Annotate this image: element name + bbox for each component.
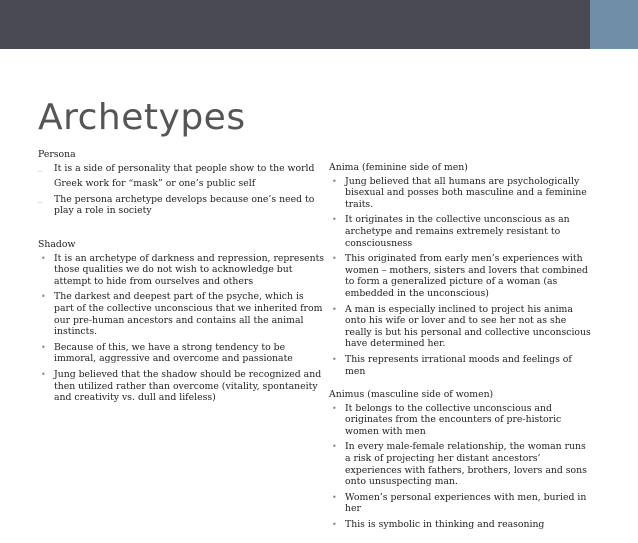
list-item xyxy=(329,304,591,350)
shadow-item-text: Jung believed that the shadow should be recognized and then utilized rather than overcome (vitality, spontaneity and creativity vs. dull and lifeless) xyxy=(54,368,322,404)
list-item xyxy=(38,253,326,288)
shadow-list xyxy=(38,253,326,404)
left-column xyxy=(38,149,326,416)
anima-item-text: This represents irrational moods and feelings of men xyxy=(345,353,572,377)
list-item xyxy=(38,369,326,404)
list-item xyxy=(38,178,326,190)
bullet-icon: • xyxy=(332,442,337,452)
list-item xyxy=(329,214,591,249)
bullet-icon: • xyxy=(41,292,46,302)
slide-title: Archetypes xyxy=(38,97,246,138)
bullet-icon: • xyxy=(41,369,46,379)
bullet-icon: • xyxy=(332,254,337,264)
bullet-icon: • xyxy=(41,342,46,352)
list-item xyxy=(329,176,591,211)
animus-item-text: This is symbolic in thinking and reasoning xyxy=(345,519,545,531)
anima-heading: Anima (feminine side of men) xyxy=(329,162,468,173)
list-item xyxy=(38,342,326,365)
dash-marker: _ xyxy=(38,162,42,172)
top-bar xyxy=(0,0,638,49)
shadow-item-text: The darkest and deepest part of the psyche, which is part of the collective unconscious that we inherited from our pre-human ancestors and contains all the animal instincts. xyxy=(54,291,323,338)
list-item xyxy=(329,519,591,531)
bullet-icon: • xyxy=(332,304,337,314)
shadow-item-text: Because of this, we have a strong tendency to be immoral, aggressive and overcome and passionate xyxy=(54,341,293,365)
list-item xyxy=(329,441,591,487)
list-item xyxy=(329,354,591,377)
list-item xyxy=(329,253,591,299)
persona-heading: Persona xyxy=(38,149,76,160)
list-item xyxy=(38,163,326,175)
top-bar-accent xyxy=(590,0,638,49)
list-item xyxy=(38,291,326,337)
animus-heading: Animus (masculine side of women) xyxy=(329,389,494,401)
list-item xyxy=(329,403,591,438)
shadow-heading: Shadow xyxy=(38,238,76,250)
anima-item-text: A man is especially inclined to project his anima onto his wife or lover and to see her not as she really is but his personal and collective unconscious have determined her. xyxy=(345,303,591,350)
animus-list xyxy=(329,403,591,531)
bullet-icon: • xyxy=(332,403,337,413)
anima-item-text: This originated from early men’s experiences with women – mothers, sisters and lovers that combined to form a generalized picture of a woman (as embedded in the unconscious) xyxy=(345,253,588,299)
anima-item-text: It originates in the collective unconscious as an archetype and remains extremely resistant to consciousness xyxy=(345,214,570,249)
persona-item-text: The persona archetype develops because one’s need to play a role in society xyxy=(54,193,315,217)
anima-item-text: Jung believed that all humans are psychologically bisexual and posses both masculine and a feminine traits. xyxy=(345,175,587,210)
anima-list xyxy=(329,176,591,378)
animus-item-text: It belongs to the collective unconscious and originates from the encounters of pre-historic women with men xyxy=(345,402,562,437)
list-item xyxy=(38,194,326,217)
animus-item-text: Women’s personal experiences with men, buried in her xyxy=(345,491,587,515)
bullet-icon: • xyxy=(332,492,337,502)
bullet-icon: • xyxy=(41,253,46,263)
right-column xyxy=(329,162,591,543)
persona-item-text: Greek work for “mask” or one’s public self xyxy=(54,178,256,190)
animus-item-text: In every male-female relationship, the woman runs a risk of projecting her distant ancestors’ experiences with fathers, brothers, lovers and sons onto unsuspecting man. xyxy=(345,441,587,488)
shadow-item-text: It is an archetype of darkness and repression, represents those qualities we do not wish to acknowledge but attempt to hide from ourselves and others xyxy=(54,252,325,287)
bullet-icon: • xyxy=(332,215,337,225)
bullet-icon: • xyxy=(332,176,337,186)
persona-list xyxy=(38,163,326,217)
persona-item-text: It is a side of personality that people show to the world xyxy=(54,162,315,174)
bullet-icon: • xyxy=(332,520,337,530)
list-item xyxy=(329,492,591,515)
bullet-icon: • xyxy=(332,354,337,364)
dash-marker: _ xyxy=(38,193,42,203)
